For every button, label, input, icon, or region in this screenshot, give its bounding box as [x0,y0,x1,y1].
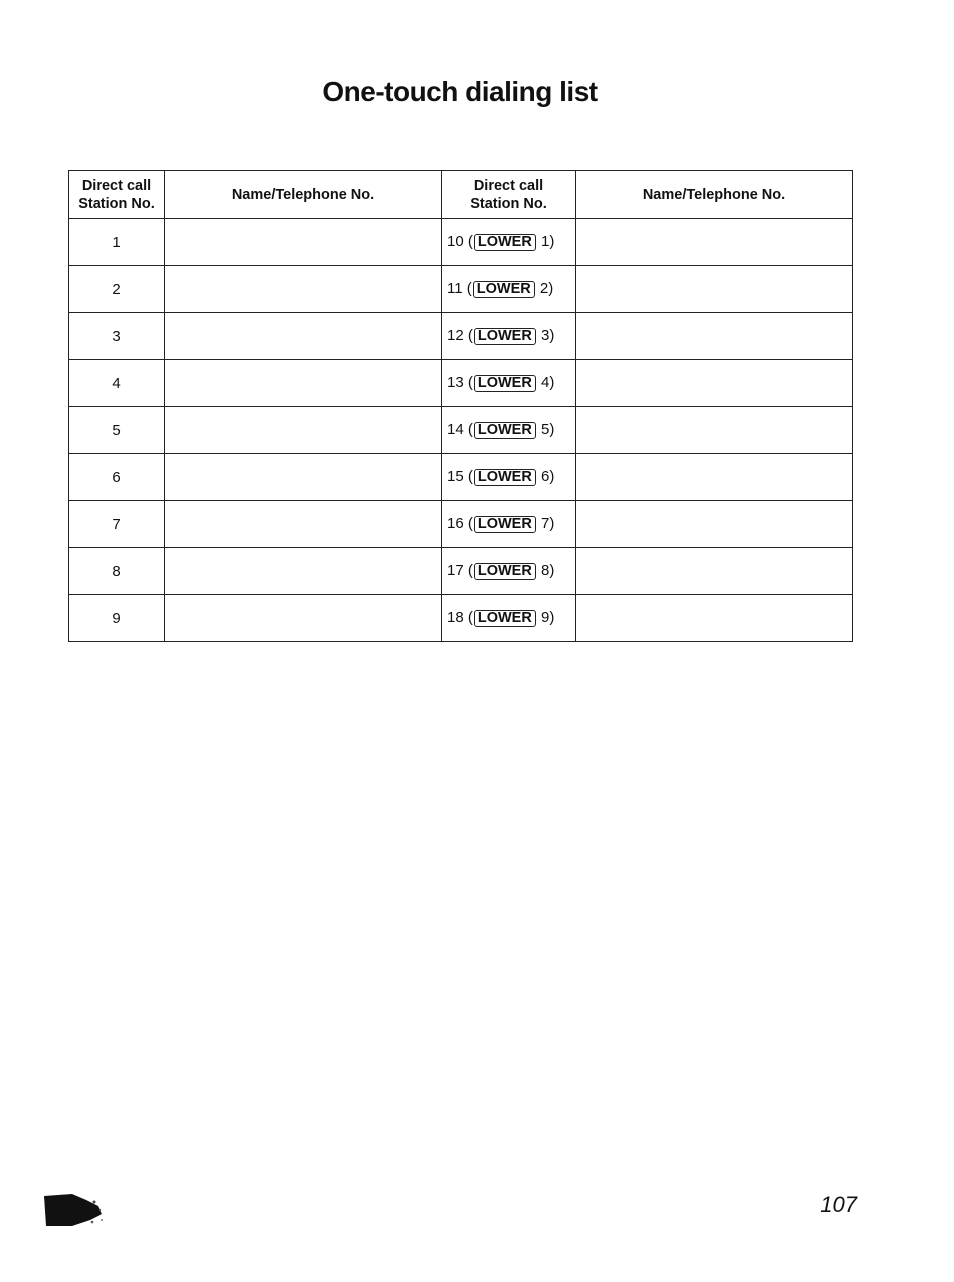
station-number-cell: 1 [69,219,165,266]
table-row [69,266,853,313]
name-telephone-entry[interactable] [165,313,442,360]
upper-station-cell [442,407,576,454]
table-row [69,360,853,407]
table-row [69,501,853,548]
header-name-telephone-label: Name/Telephone No. [231,186,375,203]
header-station-no-right-label: Direct call Station No. [470,177,547,212]
lower-key-index: 7 [541,515,550,532]
name-telephone-entry[interactable] [165,407,442,454]
name-telephone-entry-right[interactable] [576,454,853,501]
header-name-telephone [165,171,442,219]
paren-close: ) [549,468,555,485]
paren-open: ( [463,327,473,344]
table-row [69,219,853,266]
lower-key-index: 1 [541,233,550,250]
upper-station-cell [442,548,576,595]
name-telephone-entry[interactable] [165,501,442,548]
station-number-cell: 6 [69,454,165,501]
name-telephone-entry[interactable] [165,219,442,266]
name-telephone-entry-right[interactable] [576,266,853,313]
paren-close: ) [549,562,555,579]
paren-open: ( [463,515,473,532]
upper-station-number: 14 [447,421,464,438]
lower-key-index: 3 [541,327,550,344]
upper-station-cell [442,501,576,548]
header-station-no [69,171,165,219]
name-telephone-entry-right[interactable] [576,501,853,548]
header-name-telephone-right [576,171,853,219]
name-telephone-entry-right[interactable] [576,313,853,360]
upper-station-number: 11 [447,280,463,297]
lower-key-index: 9 [541,609,550,626]
upper-station-number: 15 [447,468,464,485]
lower-key-index: 5 [541,421,550,438]
lower-key-index: 8 [541,562,550,579]
lower-key-icon: LOWER [474,563,536,580]
name-telephone-entry[interactable] [165,266,442,313]
name-telephone-entry[interactable] [165,595,442,642]
header-station-no-right [442,171,576,219]
upper-station-number: 10 [447,233,464,250]
lower-key-icon: LOWER [474,328,536,345]
one-touch-dialing-table [68,170,853,642]
lower-key-icon: LOWER [474,375,536,392]
upper-station-cell [442,219,576,266]
lower-key-icon: LOWER [473,281,535,298]
station-number-cell: 5 [69,407,165,454]
paren-open: ( [462,280,472,297]
upper-station-cell [442,595,576,642]
table-row [69,454,853,501]
paren-close: ) [549,327,555,344]
paren-open: ( [463,609,473,626]
lower-key-index: 4 [541,374,550,391]
station-number-cell: 3 [69,313,165,360]
table-row [69,407,853,454]
table-row [69,595,853,642]
table-header-row [69,171,853,219]
name-telephone-entry-right[interactable] [576,595,853,642]
paren-close: ) [549,374,555,391]
name-telephone-entry-right[interactable] [576,219,853,266]
name-telephone-entry-right[interactable] [576,360,853,407]
lower-key-index: 6 [541,468,550,485]
station-number-cell: 7 [69,501,165,548]
lower-key-icon: LOWER [474,469,536,486]
paren-close: ) [549,515,555,532]
name-telephone-entry-right[interactable] [576,548,853,595]
header-name-telephone-right-label: Name/Telephone No. [642,186,786,203]
paren-open: ( [463,468,473,485]
name-telephone-entry[interactable] [165,454,442,501]
paren-open: ( [463,421,473,438]
name-telephone-entry[interactable] [165,548,442,595]
paren-close: ) [549,609,555,626]
table-row [69,313,853,360]
paren-open: ( [463,233,473,250]
paren-open: ( [463,562,473,579]
name-telephone-entry[interactable] [165,360,442,407]
paren-close: ) [549,421,555,438]
upper-station-cell [442,454,576,501]
paren-open: ( [463,374,473,391]
name-telephone-entry-right[interactable] [576,407,853,454]
page-title: One-touch dialing list [322,76,598,107]
upper-station-number: 17 [447,562,464,579]
upper-station-number: 18 [447,609,464,626]
lower-key-icon: LOWER [474,422,536,439]
scan-corner-mark [42,1192,104,1228]
paren-close: ) [549,233,555,250]
upper-station-number: 16 [447,515,464,532]
table-row [69,548,853,595]
paren-close: ) [548,280,554,297]
upper-station-cell [442,360,576,407]
page-number: 107 [820,1192,857,1217]
upper-station-number: 13 [447,374,464,391]
station-number-cell: 8 [69,548,165,595]
upper-station-cell [442,313,576,360]
station-number-cell: 4 [69,360,165,407]
lower-key-icon: LOWER [474,610,536,627]
station-number-cell: 2 [69,266,165,313]
upper-station-number: 12 [447,327,464,344]
lower-key-icon: LOWER [474,516,536,533]
upper-station-cell [442,266,576,313]
lower-key-icon: LOWER [474,234,536,251]
lower-key-index: 2 [539,280,549,297]
table-body [69,219,853,642]
station-number-cell: 9 [69,595,165,642]
header-station-no-label: Direct call Station No. [78,177,155,212]
